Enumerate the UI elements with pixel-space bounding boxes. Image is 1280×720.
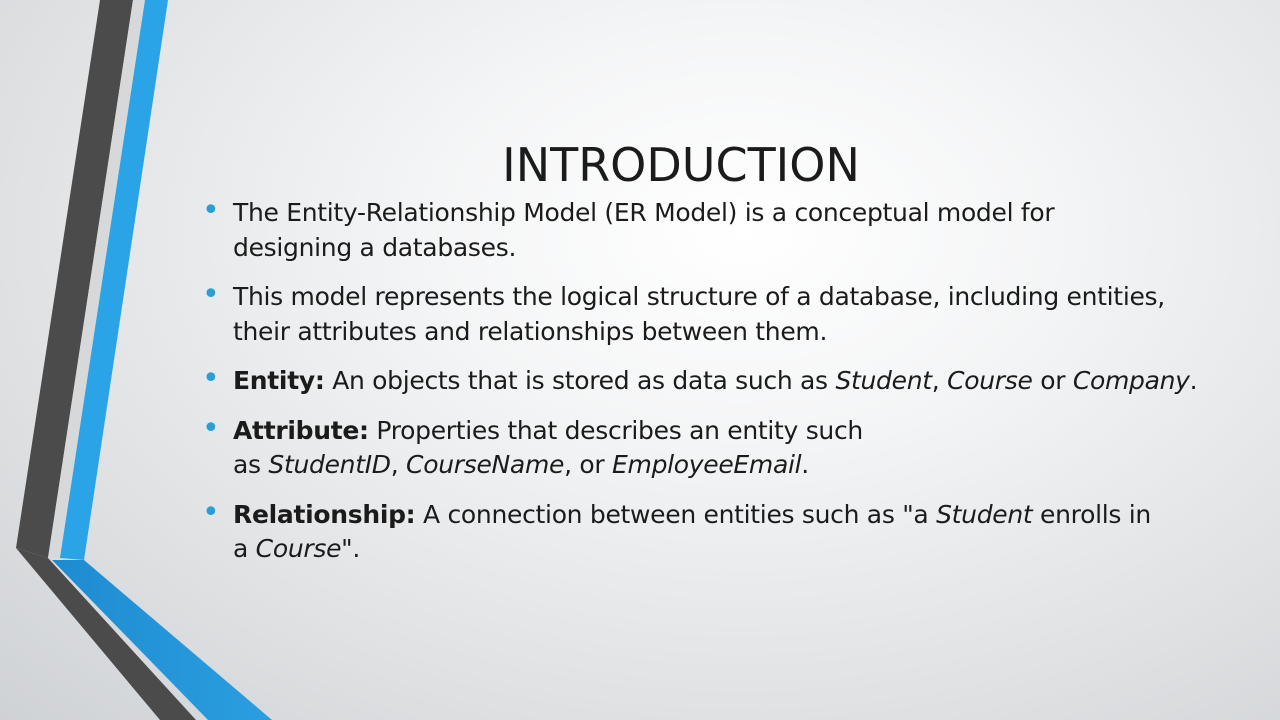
- definition-text: as: [233, 450, 269, 479]
- term-attribute: Attribute:: [233, 415, 369, 445]
- bullet-text-line: [233, 532, 1267, 567]
- bullet-dot-icon: •: [202, 361, 220, 396]
- bullet-text-line: [233, 364, 1267, 399]
- bullet-text-line: This model represents the logical structure of a database, including entities,: [233, 282, 1165, 311]
- term-entity: Entity:: [233, 366, 325, 395]
- example-term: StudentID: [268, 450, 391, 479]
- bullet-text-line: designing a databases.: [233, 232, 517, 262]
- bullet-list: [202, 193, 1267, 582]
- bullet-item-entity: [202, 361, 1267, 399]
- term-relationship: Relationship:: [233, 499, 416, 529]
- bullet-item-er-model: [202, 193, 1267, 265]
- bullet-dot-icon: •: [202, 410, 220, 446]
- bullet-dot-icon: •: [202, 494, 220, 530]
- bullet-text-line: their attributes and relationships between them.: [233, 316, 828, 346]
- bullet-dot-icon: •: [202, 277, 220, 312]
- example-term: CourseName: [406, 450, 565, 479]
- bullet-text-line: [233, 448, 1267, 483]
- bullet-item-relationship: [202, 494, 1267, 567]
- end-punctuation: .: [1189, 366, 1198, 395]
- bullet-dot-icon: •: [202, 193, 220, 228]
- definition-text: An objects that is stored as data such as: [324, 366, 836, 395]
- example-term: Course: [947, 366, 1033, 395]
- example-term: Student: [835, 366, 932, 395]
- separator-text: or: [1032, 366, 1073, 395]
- definition-text: Properties that describes an entity such: [368, 415, 863, 445]
- definition-text: a: [233, 534, 256, 563]
- example-term: Company: [1072, 366, 1190, 395]
- definition-text: A connection between entities such as "a: [415, 499, 937, 529]
- example-term: EmployeeEmail: [612, 450, 802, 479]
- example-term: Course: [255, 534, 342, 563]
- bullet-item-logical-structure: [202, 277, 1267, 349]
- bullet-text-line: The Entity-Relationship Model (ER Model) is a conceptual model for: [233, 198, 1055, 227]
- end-punctuation: .: [801, 450, 809, 479]
- definition-text: enrolls in: [1032, 499, 1151, 529]
- end-punctuation: ".: [341, 534, 361, 563]
- bullet-item-attribute: [202, 410, 1267, 483]
- bullet-text-line: [233, 414, 1267, 449]
- slide-title: INTRODUCTION: [502, 138, 860, 192]
- separator-text: , or: [564, 450, 613, 479]
- example-term: Student: [936, 499, 1033, 529]
- bullet-text-line: [233, 498, 1267, 533]
- separator-text: ,: [390, 450, 407, 479]
- separator-text: ,: [931, 366, 948, 395]
